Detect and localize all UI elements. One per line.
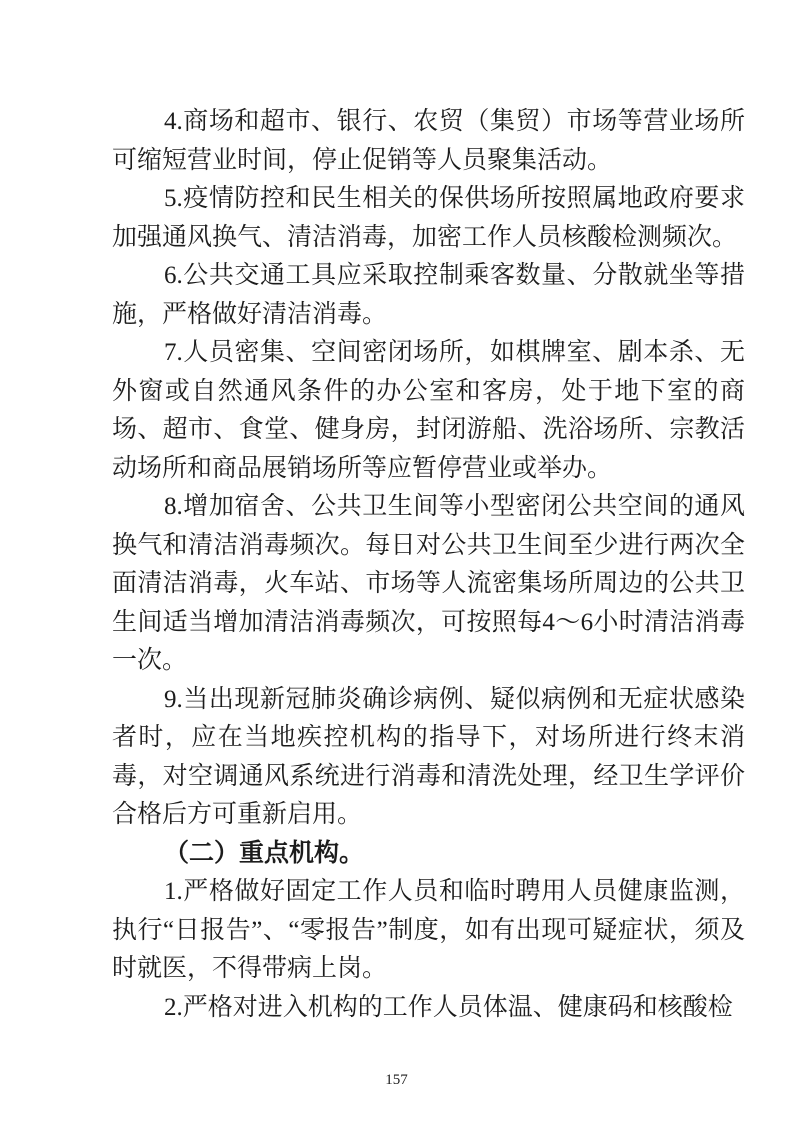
paragraph: 5.疫情防控和民生相关的保供场所按照属地政府要求加强通风换气、清洁消毒，加密工作人员核酸检测频次。	[112, 185, 745, 251]
paragraph: 8.增加宿舍、公共卫生间等小型密闭公共空间的通风换气和清洁消毒频次。每日对公共卫生间至少进行两次全面清洁消毒，火车站、市场等人流密集场所周边的公共卫生间适当增加清洁消毒频次，可按照每4～6小时清洁消毒一次。	[112, 493, 745, 674]
paragraph: 1.严格做好固定工作人员和临时聘用人员健康监测，执行“日报告”、“零报告”制度，如有出现可疑症状，须及时就医，不得带病上岗。	[112, 878, 745, 982]
paragraph: 6.公共交通工具应采取控制乘客数量、分散就坐等措施，严格做好清洁消毒。	[112, 262, 745, 328]
paragraph: 9.当出现新冠肺炎确诊病例、疑似病例和无症状感染者时，应在当地疾控机构的指导下，对场所进行终末消毒，对空调通风系统进行消毒和清洗处理，经卫生学评价合格后方可重新启用。	[112, 685, 745, 828]
paragraph: 7.人员密集、空间密闭场所，如棋牌室、剧本杀、无外窗或自然通风条件的办公室和客房，处于地下室的商场、超市、食堂、健身房，封闭游船、洗浴场所、宗教活动场所和商品展销场所等应暂停营业或举办。	[112, 339, 745, 482]
section-heading: （二）重点机构。	[164, 839, 365, 867]
document-body	[112, 103, 745, 1027]
paragraph: 2.严格对进入机构的工作人员体温、健康码和核酸检	[164, 993, 733, 1021]
paragraph: 4.商场和超市、银行、农贸（集贸）市场等营业场所可缩短营业时间，停止促销等人员聚集活动。	[112, 108, 745, 174]
page-number: 157	[385, 1072, 408, 1088]
